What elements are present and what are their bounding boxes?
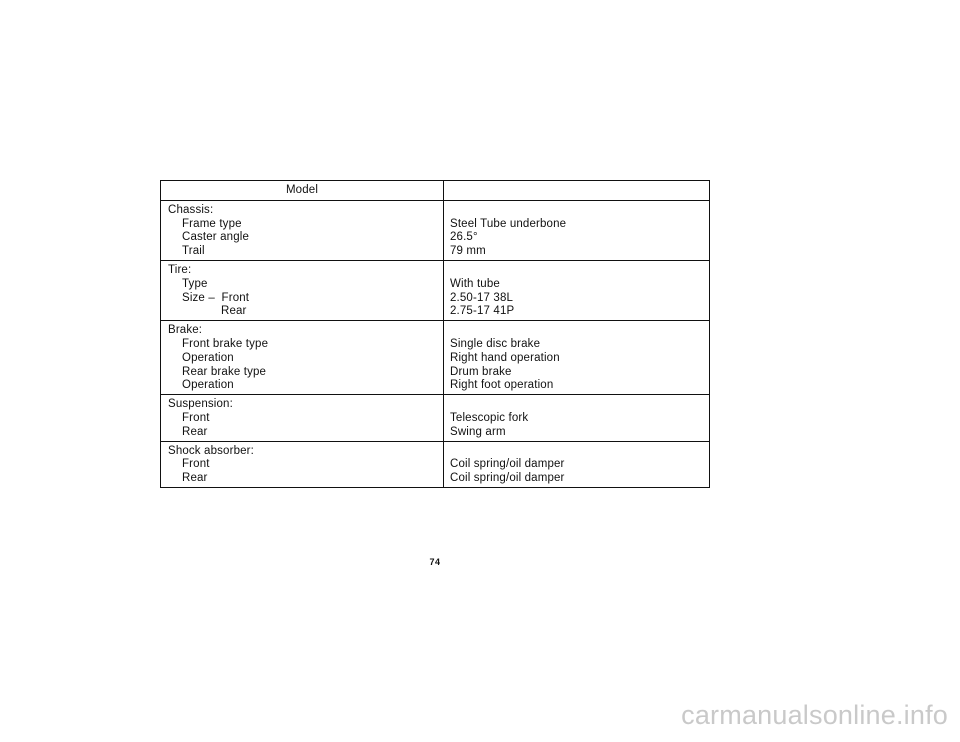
label-front-brake-operation: Operation: [182, 351, 234, 364]
label-front-brake-type: Front brake type: [182, 337, 269, 350]
chassis-labels-cell: [161, 200, 444, 260]
brake-labels-cell: [161, 321, 444, 395]
chassis-values-cell: [444, 200, 710, 260]
table-row-suspension: [161, 395, 710, 441]
tire-values-cell: [444, 260, 710, 320]
label-shock-front: Front: [182, 458, 210, 471]
value-rear-brake-type: Drum brake: [450, 365, 512, 378]
label-tire-type: Type: [182, 277, 208, 290]
label-rear-brake-operation: Operation: [182, 379, 234, 392]
label-caster-angle: Caster angle: [182, 231, 250, 244]
specifications-table: [160, 180, 710, 488]
label-size-front: Size – Front: [182, 291, 250, 304]
watermark-text: carmanualsonline.info: [681, 700, 948, 730]
value-suspension-front: Telescopic fork: [450, 411, 529, 424]
section-title-shock-absorber: Shock absorber:: [168, 444, 254, 457]
model-value-cell: [444, 181, 710, 201]
model-header-cell: Model: [161, 181, 444, 201]
value-frame-type: Steel Tube underbone: [450, 217, 567, 230]
value-front-brake-type: Single disc brake: [450, 337, 541, 350]
label-suspension-rear: Rear: [182, 425, 208, 438]
value-size-front: 2.50-17 38L: [450, 291, 514, 304]
label-frame-type: Frame type: [182, 217, 242, 230]
label-trail: Trail: [182, 245, 205, 258]
section-title-tire: Tire:: [168, 263, 192, 276]
table-header-row: [161, 181, 710, 201]
shock-labels-cell: [161, 441, 444, 487]
value-rear-brake-operation: Right foot operation: [450, 379, 554, 392]
value-front-brake-operation: Right hand operation: [450, 351, 560, 364]
value-suspension-rear: Swing arm: [450, 425, 506, 438]
tire-labels-cell: [161, 260, 444, 320]
value-caster-angle: 26.5°: [450, 231, 478, 244]
label-size-rear: Rear: [221, 305, 247, 318]
value-shock-rear: Coil spring/oil damper: [450, 472, 565, 485]
section-title-suspension: Suspension:: [168, 398, 233, 411]
label-shock-rear: Rear: [182, 472, 208, 485]
value-trail: 79 mm: [450, 245, 486, 258]
suspension-labels-cell: [161, 395, 444, 441]
table-row-shock-absorber: [161, 441, 710, 487]
value-tire-type: With tube: [450, 277, 500, 290]
page-number: 74: [429, 557, 441, 567]
label-rear-brake-type: Rear brake type: [182, 365, 267, 378]
table-row-tire: [161, 260, 710, 320]
value-size-rear: 2.75-17 41P: [450, 305, 515, 318]
shock-values-cell: [444, 441, 710, 487]
suspension-values-cell: [444, 395, 710, 441]
table-row-chassis: [161, 200, 710, 260]
brake-values-cell: [444, 321, 710, 395]
section-title-chassis: Chassis:: [168, 203, 214, 216]
table-row-brake: [161, 321, 710, 395]
value-shock-front: Coil spring/oil damper: [450, 458, 565, 471]
label-suspension-front: Front: [182, 411, 210, 424]
section-title-brake: Brake:: [168, 324, 203, 337]
